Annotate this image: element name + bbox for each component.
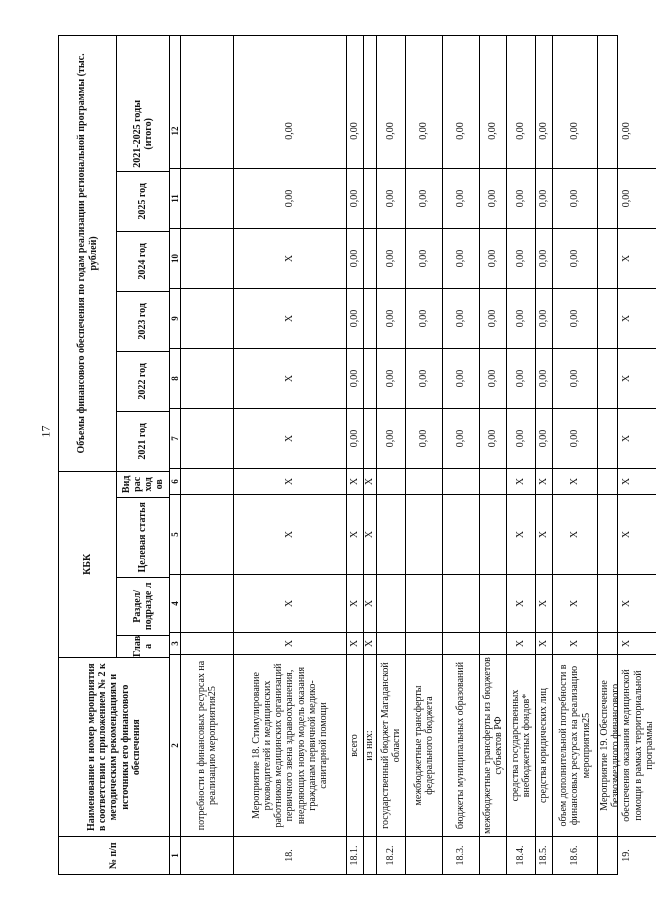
cell-total: 0,00 <box>455 122 467 140</box>
cell-y2024: 0,00 <box>536 228 552 288</box>
header-finance: Объемы финансового обеспечения по годам реализации региональной программы (тыс. рублей) <box>59 36 117 471</box>
cell-y2024 <box>181 228 233 288</box>
cell-celev: X <box>553 494 597 574</box>
cell-razdel <box>406 574 442 632</box>
cell-y2023: 0,00 <box>536 288 552 348</box>
cell-glava: X <box>553 632 597 654</box>
header-kbk: КБК <box>59 471 117 657</box>
cell-num <box>406 836 442 874</box>
cell-y2021: 0,00 <box>347 408 363 468</box>
column-number: 9 <box>170 288 180 348</box>
cell-y2025 <box>181 168 233 228</box>
column-number: 3 <box>170 632 180 654</box>
cell-celev: X <box>598 494 656 574</box>
cell-glava: X <box>507 632 535 654</box>
cell-name: государственный бюджет Магаданской области <box>377 654 405 836</box>
cell-num: 18.1. <box>347 836 363 874</box>
column-number: 7 <box>170 408 180 468</box>
cell-y2022: 0,00 <box>553 348 597 408</box>
cell-glava <box>480 632 506 654</box>
column-number: 12 <box>170 126 180 136</box>
column-number: 2 <box>170 654 180 836</box>
cell-celev: X <box>364 494 376 574</box>
cell-glava: X <box>347 632 363 654</box>
cell-vid: X <box>598 468 656 494</box>
cell-total: 0,00 <box>284 122 296 140</box>
header-glava: Глав а <box>117 635 169 657</box>
cell-razdel: X <box>553 574 597 632</box>
header-name: Наименование и номер мероприятия в соответствии с приложением № 2 к методическим рекомендациям и источники его финансового обеспечения <box>59 657 169 837</box>
table-row <box>406 36 443 874</box>
cell-num <box>181 836 233 874</box>
table-header <box>59 36 170 874</box>
cell-y2023: 0,00 <box>406 288 442 348</box>
header-celev: Целевая статья <box>117 497 169 577</box>
cell-name: средства государственных внебюджетных фондов* <box>507 654 535 836</box>
cell-vid: X <box>234 468 346 494</box>
cell-name: средства юридических лиц <box>536 654 552 836</box>
cell-y2022 <box>364 348 376 408</box>
cell-y2021: X <box>234 408 346 468</box>
cell-glava <box>406 632 442 654</box>
cell-total: 0,00 <box>621 122 633 140</box>
column-number: 4 <box>170 574 180 632</box>
cell-y2024: X <box>598 228 656 288</box>
column-number: 8 <box>170 348 180 408</box>
cell-y2023 <box>364 288 376 348</box>
cell-razdel: X <box>598 574 656 632</box>
cell-y2024: X <box>234 228 346 288</box>
cell-y2025: 0,00 <box>347 168 363 228</box>
cell-y2023: 0,00 <box>553 288 597 348</box>
header-num: № п/п <box>59 836 169 874</box>
cell-total: 0,00 <box>569 122 581 140</box>
cell-name: межбюджетные трансферты федерального бюджета <box>406 654 442 836</box>
cell-y2024: 0,00 <box>406 228 442 288</box>
cell-name: Мероприятие 19. Обеспечение безвозмездного финансового обеспечения оказания медицинской помощи в рамках территориальной программы <box>598 654 656 836</box>
cell-y2024: 0,00 <box>347 228 363 288</box>
cell-y2025: 0,00 <box>234 168 346 228</box>
finance-table <box>58 35 655 875</box>
cell-num <box>364 836 376 874</box>
table-row <box>347 36 364 874</box>
table-row <box>443 36 480 874</box>
cell-y2025: 0,00 <box>553 168 597 228</box>
cell-y2022: 0,00 <box>507 348 535 408</box>
page-number: 17 <box>38 425 53 438</box>
cell-y2023: 0,00 <box>377 288 405 348</box>
cell-celev: X <box>536 494 552 574</box>
cell-total: 0,00 <box>538 122 550 140</box>
cell-name: Мероприятие 18. Стимулирование руководителей и медицинских работников медицинских организаций первичного звена здравоохранения, внедряющих новую модель оказания гражданам первичной медико-санитарной помощи <box>234 654 346 836</box>
cell-glava: X <box>598 632 656 654</box>
header-kbk-group <box>59 471 169 657</box>
cell-y2024: 0,00 <box>507 228 535 288</box>
cell-total: 0,00 <box>487 122 499 140</box>
cell-vid: X <box>507 468 535 494</box>
cell-glava: X <box>234 632 346 654</box>
cell-celev <box>406 494 442 574</box>
cell-y2023 <box>181 288 233 348</box>
cell-y2021: 0,00 <box>443 408 479 468</box>
cell-name: бюджеты муниципальных образований <box>443 654 479 836</box>
cell-vid <box>480 468 506 494</box>
cell-y2022: X <box>234 348 346 408</box>
cell-celev <box>443 494 479 574</box>
cell-y2023: X <box>234 288 346 348</box>
cell-vid <box>406 468 442 494</box>
cell-num <box>480 836 506 874</box>
table-row <box>598 36 656 874</box>
cell-y2021 <box>364 408 376 468</box>
cell-total: 0,00 <box>515 122 527 140</box>
cell-y2021 <box>181 408 233 468</box>
cell-razdel <box>443 574 479 632</box>
cell-name: всего <box>347 654 363 836</box>
table-row <box>181 36 234 874</box>
header-total: 2021-2025 годы (итого) <box>131 99 154 168</box>
column-number: 11 <box>170 168 180 228</box>
cell-y2021: 0,00 <box>553 408 597 468</box>
cell-y2022: 0,00 <box>443 348 479 408</box>
header-year-2024: 2024 год <box>117 231 169 291</box>
cell-y2023: X <box>598 288 656 348</box>
cell-celev <box>377 494 405 574</box>
header-year-2023: 2023 год <box>117 291 169 351</box>
cell-total <box>364 94 376 168</box>
cell-y2021: 0,00 <box>377 408 405 468</box>
cell-vid <box>377 468 405 494</box>
cell-y2025 <box>364 168 376 228</box>
column-number: 5 <box>170 494 180 574</box>
cell-y2022: 0,00 <box>347 348 363 408</box>
header-year-2021: 2021 год <box>117 411 169 471</box>
cell-celev <box>181 494 233 574</box>
cell-y2022: 0,00 <box>377 348 405 408</box>
header-razdel: Раздел/ подразде л <box>117 577 169 635</box>
cell-y2025: 0,00 <box>377 168 405 228</box>
cell-y2023: 0,00 <box>347 288 363 348</box>
cell-vid: X <box>347 468 363 494</box>
cell-y2023: 0,00 <box>480 288 506 348</box>
cell-y2021: X <box>598 408 656 468</box>
cell-celev <box>480 494 506 574</box>
cell-y2024: 0,00 <box>553 228 597 288</box>
cell-razdel: X <box>347 574 363 632</box>
cell-razdel <box>181 574 233 632</box>
cell-name: межбюджетные трансферты из бюджетов субъектов РФ <box>480 654 506 836</box>
cell-razdel: X <box>364 574 376 632</box>
cell-num: 18.5. <box>536 836 552 874</box>
cell-celev: X <box>234 494 346 574</box>
cell-y2021: 0,00 <box>536 408 552 468</box>
cell-y2023: 0,00 <box>443 288 479 348</box>
cell-razdel: X <box>536 574 552 632</box>
cell-vid: X <box>364 468 376 494</box>
cell-razdel: X <box>234 574 346 632</box>
table-row <box>507 36 536 874</box>
cell-y2021: 0,00 <box>406 408 442 468</box>
cell-razdel <box>377 574 405 632</box>
cell-vid: X <box>536 468 552 494</box>
cell-y2025: 0,00 <box>536 168 552 228</box>
cell-y2022: X <box>598 348 656 408</box>
cell-y2025: 0,00 <box>406 168 442 228</box>
cell-num: 18.4. <box>507 836 535 874</box>
cell-y2021: 0,00 <box>507 408 535 468</box>
cell-num: 19. <box>598 836 656 874</box>
cell-y2025: 0,00 <box>480 168 506 228</box>
cell-y2025: 0,00 <box>598 168 656 228</box>
cell-total: 0,00 <box>418 122 430 140</box>
cell-num: 18. <box>234 836 346 874</box>
cell-vid <box>181 468 233 494</box>
cell-y2024: 0,00 <box>377 228 405 288</box>
cell-num: 18.6. <box>553 836 597 874</box>
table-row <box>480 36 507 874</box>
table-row <box>377 36 406 874</box>
header-vid: Вид рас ход ов <box>117 471 169 497</box>
table-body <box>181 36 656 874</box>
cell-glava: X <box>364 632 376 654</box>
cell-razdel: X <box>507 574 535 632</box>
cell-vid: X <box>553 468 597 494</box>
cell-total: 0,00 <box>385 122 397 140</box>
cell-num: 18.3. <box>443 836 479 874</box>
cell-glava <box>181 632 233 654</box>
header-year-2025: 2025 год <box>117 171 169 231</box>
table-row <box>364 36 377 874</box>
cell-y2024: 0,00 <box>443 228 479 288</box>
column-number: 1 <box>170 836 180 874</box>
cell-name: объем дополнительной потребности в финансовых ресурсах на реализацию мероприятия25 <box>553 654 597 836</box>
cell-vid <box>443 468 479 494</box>
cell-y2022: 0,00 <box>406 348 442 408</box>
cell-name: потребности в финансовых ресурсах на реализацию мероприятия25 <box>181 654 233 836</box>
column-number: 10 <box>170 228 180 288</box>
cell-glava: X <box>536 632 552 654</box>
table-row <box>536 36 553 874</box>
cell-y2024 <box>364 228 376 288</box>
cell-total <box>181 94 233 168</box>
cell-total: 0,00 <box>349 122 361 140</box>
header-year-2022: 2022 год <box>117 351 169 411</box>
cell-y2024: 0,00 <box>480 228 506 288</box>
table-row <box>553 36 598 874</box>
cell-y2022: 0,00 <box>536 348 552 408</box>
cell-y2025: 0,00 <box>443 168 479 228</box>
column-number-row <box>170 36 181 874</box>
cell-y2025: 0,00 <box>507 168 535 228</box>
header-finance-group <box>59 36 169 471</box>
cell-y2023: 0,00 <box>507 288 535 348</box>
cell-glava <box>443 632 479 654</box>
cell-celev: X <box>347 494 363 574</box>
cell-celev: X <box>507 494 535 574</box>
column-number: 6 <box>170 468 180 494</box>
cell-num: 18.2. <box>377 836 405 874</box>
cell-y2021: 0,00 <box>480 408 506 468</box>
cell-name: из них: <box>364 654 376 836</box>
cell-y2022: 0,00 <box>480 348 506 408</box>
cell-y2022 <box>181 348 233 408</box>
cell-razdel <box>480 574 506 632</box>
table-row <box>234 36 347 874</box>
cell-glava <box>377 632 405 654</box>
